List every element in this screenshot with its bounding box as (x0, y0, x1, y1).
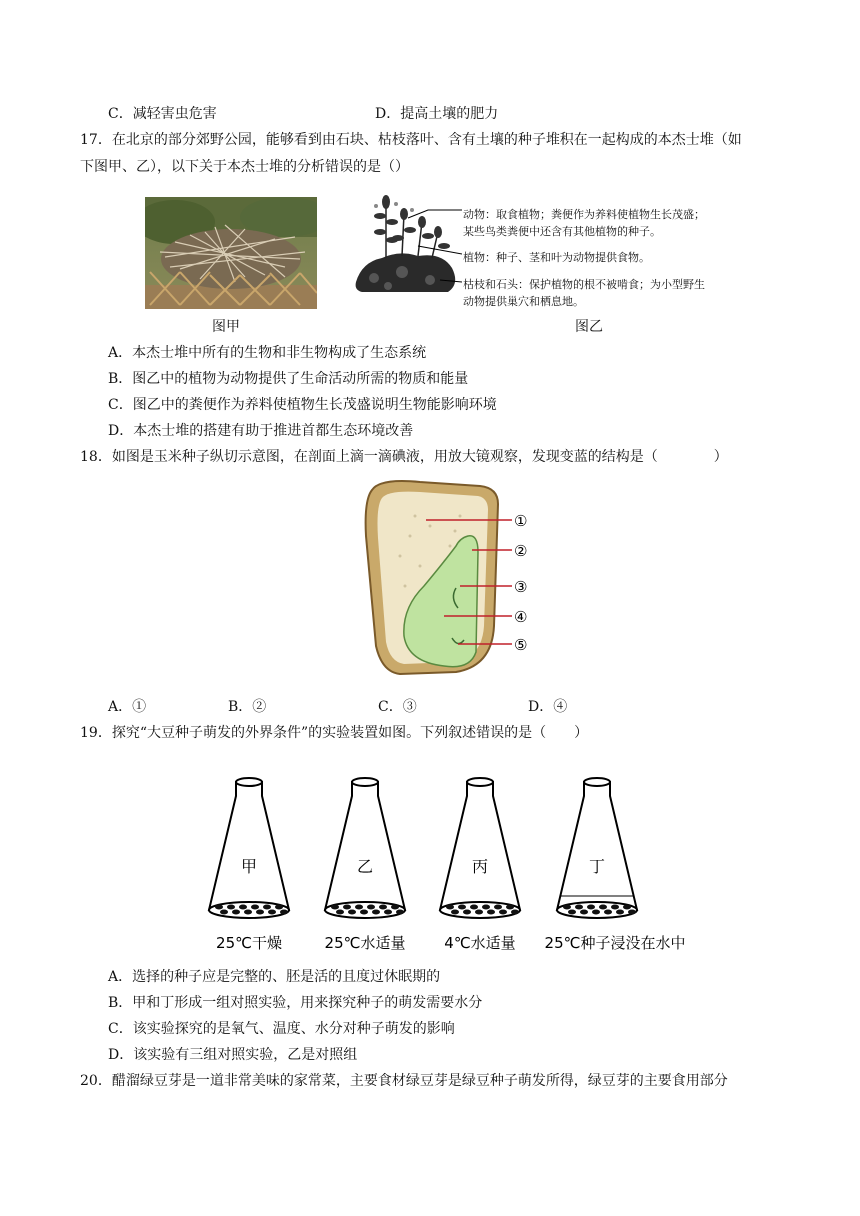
label-3: ③ (514, 578, 528, 596)
flask-4-condition: 25℃种子浸没在水中 (544, 934, 686, 952)
label-2: ② (514, 542, 528, 560)
q18-stem: 18．如图是玉米种子纵切示意图，在剖面上滴一滴碘液，用放大镜观察，发现变蓝的结构是（ ） (80, 449, 728, 465)
q17-option-d: D．本杰士堆的搭建有助于推进首都生态环境改善 (108, 423, 414, 439)
corn-seed-diagram (360, 476, 540, 682)
q20-stem: 20．醋溜绿豆芽是一道非常美味的家常菜，主要食材绿豆芽是绿豆种子萌发所得，绿豆芽的主要食用部分 (80, 1073, 728, 1089)
q19-option-d: D．该实验有三组对照实验，乙是对照组 (108, 1047, 358, 1063)
flask-4-name: 丁 (588, 857, 606, 876)
q17-option-b: B．图乙中的植物为动物提供了生命活动所需的物质和能量 (108, 371, 469, 387)
flask-4 (557, 778, 637, 918)
q18-option-a: A．① (108, 699, 147, 715)
figure-jia-caption: 图甲 (212, 319, 240, 335)
annotation-branches-2: 动物提供巢穴和栖息地。 (463, 295, 584, 308)
q17-stem-line1: 17．在北京的部分郊野公园，能够看到由石块、枯枝落叶、含有土壤的种子堆积在一起构成的本杰士堆（如 (80, 132, 742, 148)
annotation-animal-2: 某些鸟类粪便中还含有其他植物的种子。 (463, 225, 661, 238)
q19-option-c: C．该实验探究的是氧气、温度、水分对种子萌发的影响 (108, 1021, 455, 1037)
label-1: ① (514, 512, 528, 530)
q19-stem: 19．探究“大豆种子萌发的外界条件”的实验装置如图。下列叙述错误的是（ ） (80, 725, 589, 741)
q17-stem-line2: 下图甲、乙），以下关于本杰士堆的分析错误的是（） (80, 159, 409, 175)
q18-option-d: D．④ (528, 699, 568, 715)
q17-option-a: A．本杰士堆中所有的生物和非生物构成了生态系统 (108, 345, 427, 361)
flask-1-condition: 25℃干燥 (216, 934, 282, 952)
flask-1 (209, 778, 289, 918)
label-5: ⑤ (514, 636, 528, 654)
q19-option-b: B．甲和丁形成一组对照实验，用来探究种子的萌发需要水分 (108, 995, 483, 1011)
figure-jia-photo (145, 197, 317, 309)
flask-1-name: 甲 (240, 857, 258, 876)
annotation-branches-1: 枯枝和石头：保护植物的根不被啃食；为小型野生 (463, 278, 705, 291)
q19-option-a: A．选择的种子应是完整的、胚是活的且度过休眠期的 (108, 969, 441, 985)
flask-2-name: 乙 (356, 857, 374, 876)
flask-experiment-diagram (205, 752, 705, 958)
figure-yi-caption: 图乙 (575, 319, 603, 335)
flask-2-condition: 25℃水适量 (324, 934, 406, 952)
annotation-animal-1: 动物：取食植物；粪便作为养料使植物生长茂盛； (463, 208, 705, 221)
q16-option-d: D．提高土壤的肥力 (375, 106, 499, 122)
q16-option-c: C．减轻害虫危害 (108, 106, 217, 122)
flask-3-name: 丙 (471, 857, 489, 876)
q18-option-b: B．② (228, 699, 267, 715)
label-4: ④ (514, 608, 528, 626)
annotation-plant: 植物：种子、茎和叶为动物提供食物。 (463, 251, 650, 264)
flask-2 (325, 778, 405, 918)
q18-option-c: C．③ (378, 699, 417, 715)
flask-3-condition: 4℃水适量 (444, 934, 516, 952)
figure-yi-diagram (352, 192, 462, 298)
flask-3 (440, 778, 520, 918)
q17-option-c: C．图乙中的粪便作为养料使植物生长茂盛说明生物能影响环境 (108, 397, 497, 413)
